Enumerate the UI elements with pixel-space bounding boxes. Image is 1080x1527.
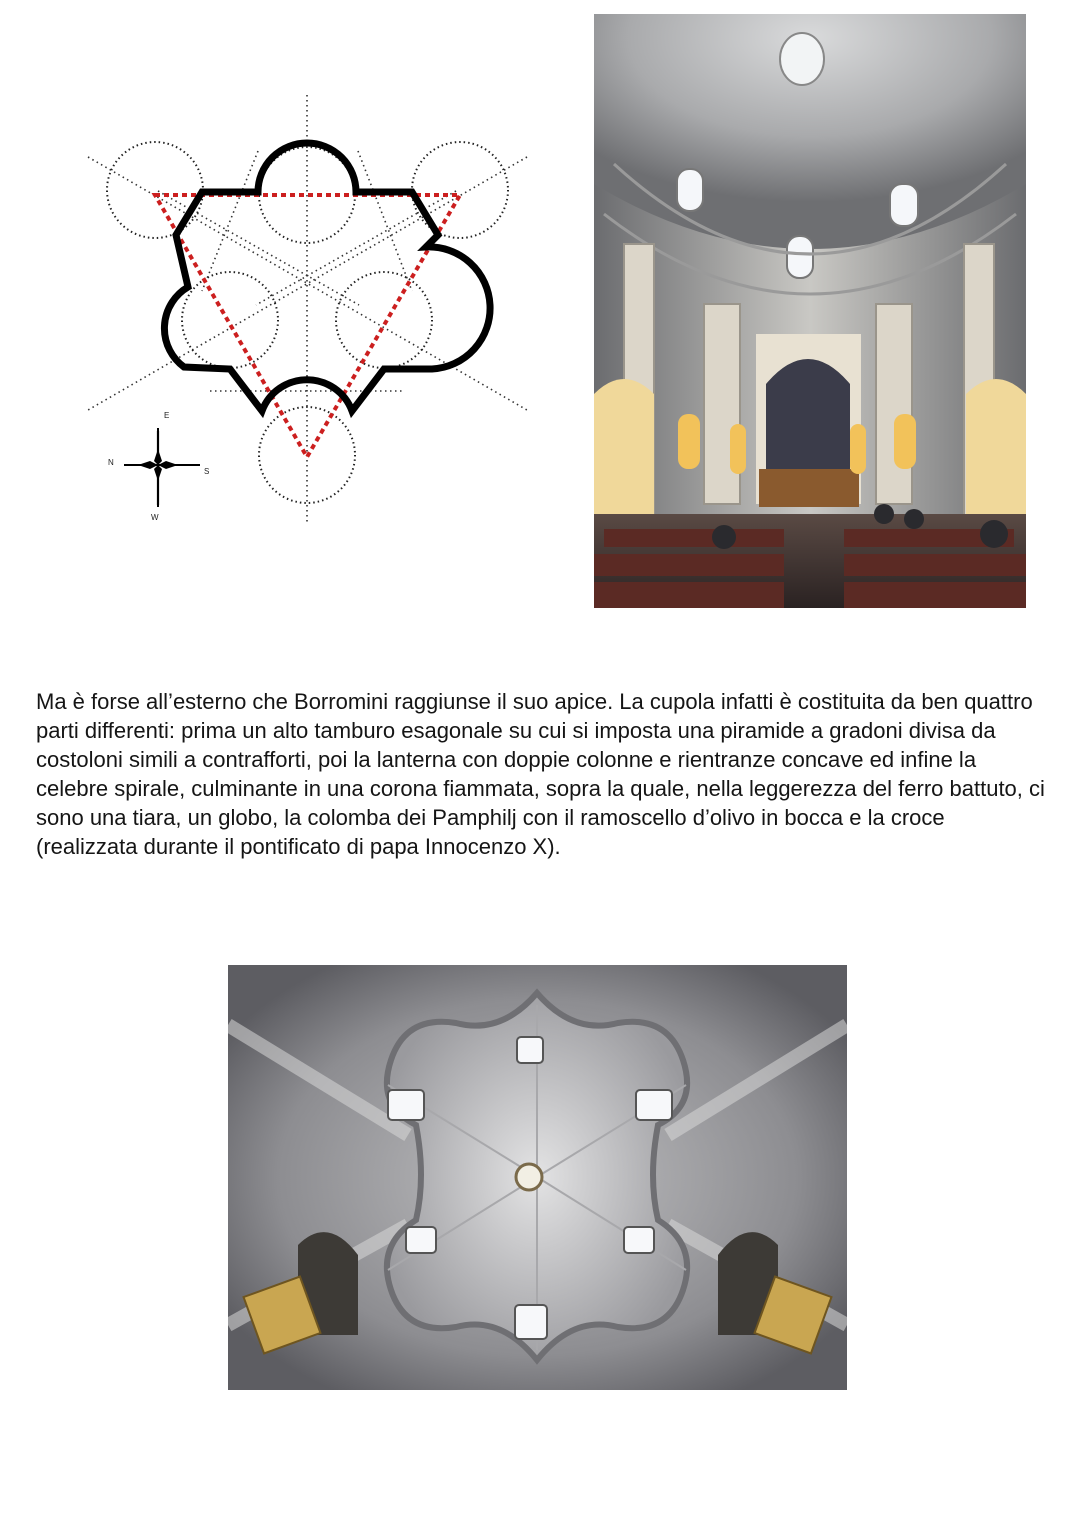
compass-north-label: N bbox=[108, 458, 114, 467]
compass-east-label: E bbox=[164, 411, 170, 420]
compass-icon bbox=[124, 428, 200, 507]
body-paragraph: Ma è forse all’esterno che Borromini raggiunse il suo apice. La cupola infatti è costituita da ben quattro parti differenti: prima un alto tamburo esagonale su cui si imposta una piramide a gradoni divisa da costoloni simili a contrafforti, poi la lanterna con doppie colonne e rientranze concave ed infine la celebre spirale, culminante in una corona fiammata, sopra la quale, nella leggerezza del ferro battuto, ci sono una tiara, un globo, la colomba dei Pamphilj con il ramoscello d’olivo in bocca e la croce (realizzata durante il pontificato di papa Innocenzo X). bbox=[36, 689, 1045, 859]
compass-west-label: W bbox=[151, 513, 159, 522]
construction-lines bbox=[88, 95, 527, 525]
floor-plan-diagram bbox=[80, 95, 535, 525]
compass-south-label: S bbox=[204, 467, 210, 476]
dome-ceiling-photo bbox=[228, 965, 847, 1390]
church-plan-outline bbox=[164, 143, 490, 411]
church-interior-photo bbox=[594, 14, 1026, 608]
